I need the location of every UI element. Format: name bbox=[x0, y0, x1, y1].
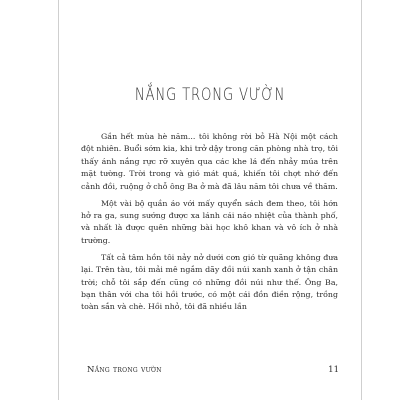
page-footer bbox=[87, 365, 339, 375]
paragraph: Tất cả tâm hồn tôi nảy nở dưới cơn gió từ quãng không đưa lại. Trên tàu, tôi mải mê ngắm dãy đồi núi xanh xanh ở tận chân trời; chỗ tôi sắp đến cũng có những đồi núi như thế. Ông Ba, bạn thân với cha tôi hồi trước, có một cái đồn điền rộng, trồng toàn sắn và chè. Hồi nhỏ, tôi đã nhiều lần bbox=[81, 252, 338, 312]
running-title: Nắng trong vườn bbox=[87, 365, 162, 375]
paragraph: Gần hết mùa hè năm... tôi không rời bỏ Hà Nội một cách đột nhiên. Buổi sớm kia, khi trở dậy trong căn phòng nhà trọ, tôi thấy ánh nắng rực rỡ xuyên qua các khe lá đến nhảy múa trên mặt tường. Trời trong và gió mát quá, khiến tôi chợt nhớ đến cảnh đồi, ruộng ở chỗ ông Ba ở mà đã lâu năm tôi chưa về thăm. bbox=[81, 132, 338, 191]
page-number: 11 bbox=[328, 365, 339, 375]
paragraph: Một vài bộ quần áo với mấy quyển sách đem theo, tôi hớn hở ra ga, sung sướng được xa lánh cái náo nhiệt của thành phố, và nhất là được quên những bài học khô khan và vô ích ở nhà trường. bbox=[81, 198, 338, 245]
body-text bbox=[81, 131, 338, 318]
book-page bbox=[58, 0, 362, 400]
chapter-title: NẮNG TRONG VƯỜN bbox=[134, 85, 286, 105]
